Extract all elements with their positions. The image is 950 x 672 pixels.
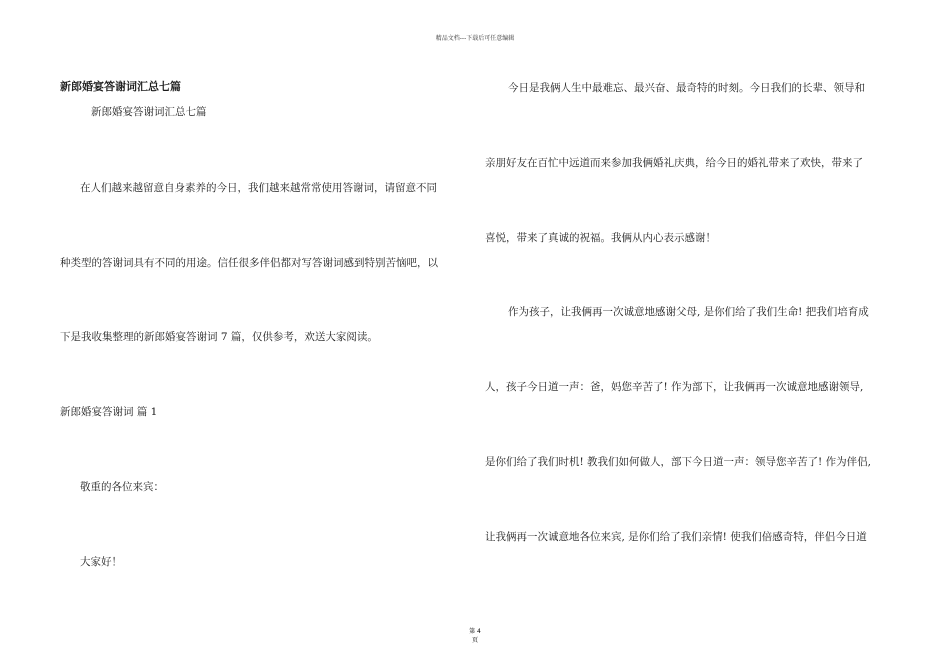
document-subtitle: 新郎婚宴答谢词汇总七篇 bbox=[91, 106, 207, 118]
header-note: 精品文档---下载后可任意编辑 bbox=[435, 35, 515, 42]
page-number-top: 第 4 bbox=[469, 628, 481, 635]
body-line-3: 喜悦，带来了真诚的祝福。我俩从内心表示感谢！ bbox=[485, 232, 716, 244]
page-number bbox=[0, 627, 950, 645]
body-line-6: 是你们给了我们时机! 教我们如何做人，部下今日道一声：领导您辛苦了! 作为伴侣, bbox=[485, 456, 871, 468]
body-line-4: 作为孩子，让我俩再一次诚意地感谢父母, 是你们给了我们生命! 把我们培育成 bbox=[508, 306, 869, 318]
intro-line-3: 下是我收集整理的新郎婚宴答谢词 7 篇，仅供参考，欢送大家阅读。 bbox=[60, 331, 378, 343]
body-line-7: 让我俩再一次诚意地各位来宾, 是你们给了我们亲情! 使我们倍感奇特，伴侣今日道 bbox=[485, 531, 867, 543]
intro-line-1: 在人们越来越留意自身素养的今日，我们越来越常常使用答谢词，请留意不同 bbox=[80, 182, 437, 194]
section-heading: 新郎婚宴答谢词 篇 1 bbox=[60, 406, 158, 418]
intro-line-2: 种类型的答谢词具有不同的用途。信任很多伴侣都对写答谢词感到特别苦恼吧，以 bbox=[60, 257, 438, 269]
document-title: 新郎婚宴答谢词汇总七篇 bbox=[60, 80, 181, 93]
greeting: 大家好！ bbox=[80, 556, 122, 568]
salutation: 敬重的各位来宾： bbox=[80, 481, 164, 493]
body-line-1: 今日是我俩人生中最难忘、最兴奋、最奇特的时刻。今日我们的长辈、领导和 bbox=[508, 82, 865, 94]
page-number-bottom: 页 bbox=[471, 637, 478, 644]
body-line-5: 人，孩子今日道一声：爸，妈您辛苦了! 作为部下，让我俩再一次诚意地感谢领导, bbox=[485, 381, 864, 393]
body-line-2: 亲朋好友在百忙中远道而来参加我俩婚礼庆典，给今日的婚礼带来了欢快，带来了 bbox=[485, 157, 863, 169]
